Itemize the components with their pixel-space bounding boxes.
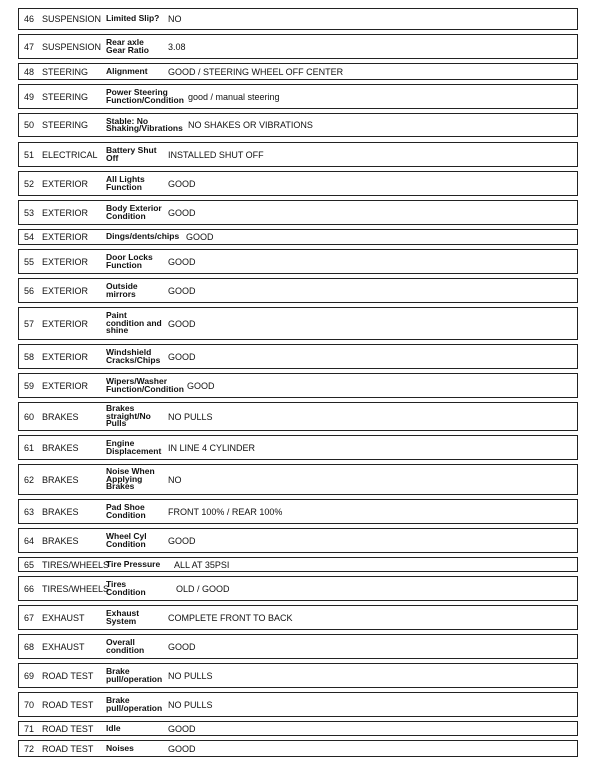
table-row bbox=[18, 557, 578, 572]
row-category: BRAKES bbox=[42, 474, 79, 485]
table-row bbox=[18, 402, 578, 431]
row-number: 57 bbox=[24, 318, 35, 329]
table-row bbox=[18, 499, 578, 524]
row-value: GOOD bbox=[168, 743, 196, 754]
row-number: 67 bbox=[24, 612, 35, 623]
row-item: Engine Displacement bbox=[106, 438, 162, 456]
row-value: GOOD bbox=[168, 285, 196, 296]
row-value: NO PULLS bbox=[168, 670, 213, 681]
table-row bbox=[18, 576, 578, 601]
row-number: 53 bbox=[24, 207, 35, 218]
row-item: Outside mirrors bbox=[106, 281, 138, 299]
row-item: Body Exterior Condition bbox=[106, 203, 162, 221]
row-item: Stable: No Shaking/Vibrations bbox=[106, 115, 183, 133]
row-number: 46 bbox=[24, 14, 35, 24]
row-category: SUSPENSION bbox=[42, 14, 102, 24]
row-number: 68 bbox=[24, 641, 35, 652]
row-category: STEERING bbox=[42, 120, 89, 130]
row-item: Battery Shut Off bbox=[106, 145, 157, 163]
row-item: Noise When Applying Brakes bbox=[106, 466, 155, 492]
row-value: INSTALLED SHUT OFF bbox=[168, 149, 264, 160]
row-number: 55 bbox=[24, 256, 35, 267]
row-item: Brake pull/operation bbox=[106, 666, 163, 684]
row-value: NO PULLS bbox=[168, 699, 213, 710]
row-item: Idle bbox=[106, 722, 121, 733]
row-category: EXTERIOR bbox=[42, 380, 89, 391]
row-item: Brakes straight/No Pulls bbox=[106, 403, 151, 429]
row-number: 49 bbox=[24, 91, 35, 102]
row-category: SUSPENSION bbox=[42, 41, 102, 52]
row-number: 60 bbox=[24, 411, 35, 422]
row-number: 65 bbox=[24, 559, 35, 570]
row-value: GOOD bbox=[168, 256, 196, 267]
row-category: EXTERIOR bbox=[42, 285, 89, 296]
row-value: GOOD bbox=[168, 351, 196, 362]
table-row bbox=[18, 464, 578, 495]
row-value: GOOD bbox=[168, 318, 196, 329]
table-row bbox=[18, 171, 578, 196]
table-row bbox=[18, 692, 578, 717]
table-row bbox=[18, 721, 578, 736]
row-number: 59 bbox=[24, 380, 35, 391]
row-value: GOOD / STEERING WHEEL OFF CENTER bbox=[168, 66, 344, 77]
row-value: GOOD bbox=[168, 207, 196, 218]
table-row bbox=[18, 278, 578, 303]
row-number: 56 bbox=[24, 285, 35, 296]
row-item: Overall condition bbox=[106, 637, 145, 655]
row-number: 64 bbox=[24, 535, 35, 546]
row-value: FRONT 100% / REAR 100% bbox=[168, 506, 283, 517]
row-category: ROAD TEST bbox=[42, 743, 94, 754]
row-number: 50 bbox=[24, 120, 35, 130]
row-item: Door Locks Function bbox=[106, 252, 153, 270]
row-item: Tires Condition bbox=[106, 579, 146, 597]
row-item: Windshield Cracks/Chips bbox=[106, 347, 161, 365]
row-category: BRAKES bbox=[42, 535, 79, 546]
row-number: 69 bbox=[24, 670, 35, 681]
row-category: EXTERIOR bbox=[42, 178, 89, 189]
row-category: TIRES/WHEELS bbox=[42, 559, 110, 570]
row-item: Dings/dents/chips bbox=[106, 231, 180, 242]
table-row bbox=[18, 8, 578, 30]
row-value: GOOD bbox=[168, 178, 196, 189]
table-row bbox=[18, 435, 578, 460]
row-category: ROAD TEST bbox=[42, 723, 94, 734]
row-category: ELECTRICAL bbox=[42, 149, 98, 160]
row-value: NO SHAKES OR VIBRATIONS bbox=[188, 120, 313, 130]
row-value: COMPLETE FRONT TO BACK bbox=[168, 612, 293, 623]
row-number: 70 bbox=[24, 699, 35, 710]
row-item: Wipers/Washer Function/Condition bbox=[106, 376, 184, 394]
row-value: IN LINE 4 CYLINDER bbox=[168, 442, 256, 453]
row-value: GOOD bbox=[168, 641, 196, 652]
table-row bbox=[18, 344, 578, 369]
row-item: Noises bbox=[106, 742, 134, 753]
row-value: NO PULLS bbox=[168, 411, 213, 422]
row-category: EXTERIOR bbox=[42, 351, 89, 362]
table-row bbox=[18, 373, 578, 398]
table-row bbox=[18, 113, 578, 137]
row-value: GOOD bbox=[168, 723, 196, 734]
row-item: Paint condition and shine bbox=[106, 310, 162, 336]
row-number: 66 bbox=[24, 583, 35, 594]
row-number: 61 bbox=[24, 442, 35, 453]
row-value: GOOD bbox=[186, 232, 214, 242]
row-number: 51 bbox=[24, 149, 35, 160]
row-category: ROAD TEST bbox=[42, 670, 94, 681]
row-category: TIRES/WHEELS bbox=[42, 583, 110, 594]
table-row bbox=[18, 200, 578, 225]
row-item: Brake pull/operation bbox=[106, 695, 163, 713]
row-category: ROAD TEST bbox=[42, 699, 94, 710]
row-value: GOOD bbox=[187, 380, 215, 391]
row-number: 72 bbox=[24, 743, 35, 754]
row-value: good / manual steering bbox=[188, 91, 280, 102]
row-value: OLD / GOOD bbox=[176, 583, 230, 594]
table-row bbox=[18, 605, 578, 630]
row-item: Rear axle Gear Ratio bbox=[106, 37, 149, 55]
row-category: STEERING bbox=[42, 66, 89, 77]
row-value: NO bbox=[168, 474, 182, 485]
row-category: EXTERIOR bbox=[42, 318, 89, 329]
row-category: EXTERIOR bbox=[42, 256, 89, 267]
row-number: 54 bbox=[24, 232, 35, 242]
table-row bbox=[18, 229, 578, 245]
row-category: BRAKES bbox=[42, 411, 79, 422]
table-row bbox=[18, 528, 578, 553]
row-item: All Lights Function bbox=[106, 174, 145, 192]
row-category: EXHAUST bbox=[42, 641, 85, 652]
row-value: 3.08 bbox=[168, 41, 186, 52]
row-item: Pad Shoe Condition bbox=[106, 502, 146, 520]
row-category: BRAKES bbox=[42, 506, 79, 517]
row-number: 52 bbox=[24, 178, 35, 189]
row-item: Limited Slip? bbox=[106, 13, 160, 24]
row-category: BRAKES bbox=[42, 442, 79, 453]
row-item: Alignment bbox=[106, 65, 148, 76]
row-number: 58 bbox=[24, 351, 35, 362]
row-value: GOOD bbox=[168, 535, 196, 546]
table-row bbox=[18, 634, 578, 659]
row-category: EXTERIOR bbox=[42, 232, 89, 242]
row-number: 47 bbox=[24, 41, 35, 52]
row-item: Power Steering Function/Condition bbox=[106, 87, 184, 105]
table-row bbox=[18, 249, 578, 274]
table-row bbox=[18, 34, 578, 59]
table-row bbox=[18, 63, 578, 80]
table-row bbox=[18, 740, 578, 757]
row-value: ALL AT 35PSI bbox=[174, 559, 230, 570]
row-number: 62 bbox=[24, 474, 35, 485]
row-item: Tire Pressure bbox=[106, 558, 161, 569]
row-number: 63 bbox=[24, 506, 35, 517]
row-category: EXHAUST bbox=[42, 612, 85, 623]
table-row bbox=[18, 142, 578, 167]
row-category: STEERING bbox=[42, 91, 89, 102]
row-item: Wheel Cyl Condition bbox=[106, 531, 147, 549]
row-number: 48 bbox=[24, 66, 35, 77]
row-category: EXTERIOR bbox=[42, 207, 89, 218]
row-item: Exhaust System bbox=[106, 608, 140, 626]
row-value: NO bbox=[168, 14, 182, 24]
table-row bbox=[18, 84, 578, 109]
table-row bbox=[18, 663, 578, 688]
table-row bbox=[18, 307, 578, 340]
row-number: 71 bbox=[24, 723, 35, 734]
